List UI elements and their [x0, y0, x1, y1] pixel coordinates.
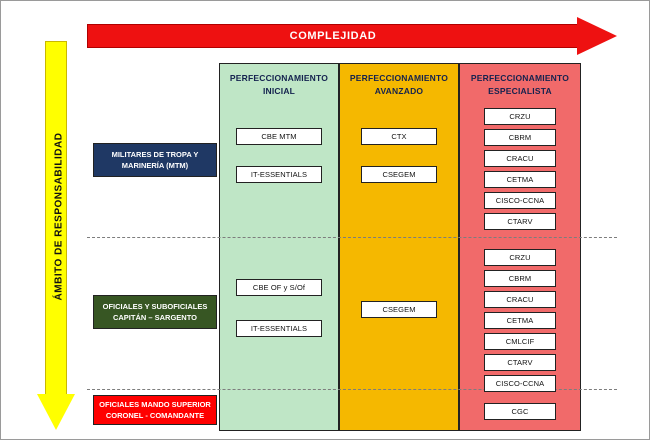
course-chip[interactable]: IT-ESSENTIALS: [236, 320, 322, 337]
course-chip[interactable]: CGC: [484, 403, 556, 420]
column-header-avanzado-line1: PERFECCIONAMIENTO: [349, 73, 449, 83]
course-chip[interactable]: CBRM: [484, 129, 556, 146]
matrix-grid: [87, 63, 617, 431]
role-badge-tropa-line1: MILITARES DE TROPA Y: [111, 150, 199, 159]
course-chip[interactable]: CBE MTM: [236, 128, 322, 145]
column-header-inicial-line2: INICIAL: [262, 86, 296, 96]
course-chip[interactable]: CRZU: [484, 108, 556, 125]
course-chip[interactable]: CTARV: [484, 354, 556, 371]
course-chip[interactable]: CSEGEM: [361, 301, 437, 318]
course-chip[interactable]: CISCO-CCNA: [484, 375, 556, 392]
column-header-avanzado-line2: AVANZADO: [374, 86, 424, 96]
role-badge-mando-line2: CORONEL - COMANDANTE: [105, 411, 205, 420]
course-chip[interactable]: CETMA: [484, 171, 556, 188]
column-header-inicial: [220, 72, 338, 98]
course-chip[interactable]: CISCO-CCNA: [484, 192, 556, 209]
column-header-avanzado: [340, 72, 458, 98]
complexity-arrow-head-icon: [577, 17, 617, 55]
column-header-inicial-line1: PERFECCIONAMIENTO: [229, 73, 329, 83]
role-badge-oficiales-line1: OFICIALES Y SUBOFICIALES: [102, 302, 208, 311]
course-chip[interactable]: CTX: [361, 128, 437, 145]
role-badge-tropa: [93, 143, 217, 177]
column-perfeccionamiento-avanzado: [339, 63, 459, 431]
complexity-arrow-label: COMPLEJIDAD: [289, 30, 377, 42]
responsibility-arrow-label: ÁMBITO DE RESPONSABILIDAD: [53, 132, 65, 301]
course-chip[interactable]: CRACU: [484, 150, 556, 167]
column-header-especialista-line1: PERFECCIONAMIENTO: [470, 73, 570, 83]
course-chip[interactable]: CRACU: [484, 291, 556, 308]
course-chip[interactable]: CMLCIF: [484, 333, 556, 350]
course-chip[interactable]: IT-ESSENTIALS: [236, 166, 322, 183]
responsibility-arrow-head-icon: [37, 394, 75, 430]
course-chip[interactable]: CRZU: [484, 249, 556, 266]
column-header-especialista-line2: ESPECIALISTA: [488, 86, 552, 96]
role-badge-mando-line1: OFICIALES MANDO SUPERIOR: [99, 400, 211, 409]
course-chip[interactable]: CBE OF y S/Of: [236, 279, 322, 296]
row-separator-1: [87, 237, 617, 238]
course-chip[interactable]: CTARV: [484, 213, 556, 230]
course-chip[interactable]: CSEGEM: [361, 166, 437, 183]
course-chip[interactable]: CBRM: [484, 270, 556, 287]
complexity-arrow: [87, 17, 617, 55]
course-chip[interactable]: CETMA: [484, 312, 556, 329]
role-badge-tropa-line2: MARINERÍA (MTM): [121, 161, 189, 170]
role-badge-oficiales: [93, 295, 217, 329]
column-perfeccionamiento-inicial: [219, 63, 339, 431]
column-header-especialista: [460, 72, 580, 98]
responsibility-arrow: [37, 41, 77, 433]
role-badge-oficiales-line2: CAPITÁN – SARGENTO: [112, 313, 198, 322]
role-badge-mando: [93, 395, 217, 425]
